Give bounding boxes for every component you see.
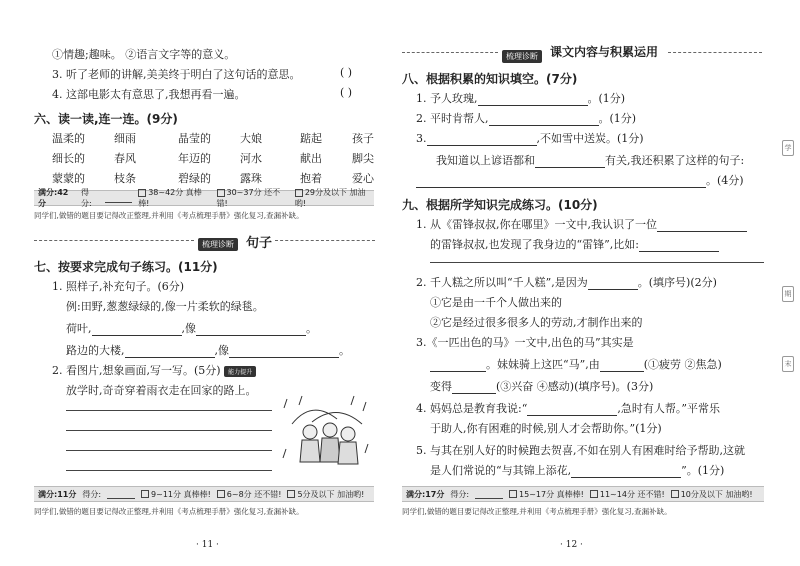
review-note-2: 同学们,做错的题目要记得改正整理,并利用《考点梳理手册》强化复习,查漏补缺。 — [34, 507, 304, 516]
match-word[interactable]: 晶莹的 — [178, 132, 211, 145]
q5-item-3: 3. 听了老师的讲解,美美终于明白了这句话的意思。 — [52, 68, 301, 81]
match-word[interactable]: 细长的 — [52, 152, 85, 165]
score-comment-b: 还不错! — [637, 489, 665, 499]
divider — [668, 52, 762, 53]
side-tab-1[interactable]: 学 — [782, 140, 794, 156]
score-get: 得分: — [450, 489, 470, 499]
score-range-a: 9~11分 — [151, 489, 182, 499]
s7-line-a — [66, 320, 317, 336]
s8-q1 — [416, 90, 625, 106]
s7-q2-prompt: 放学时,奇奇穿着雨衣走在回家的路上。 — [66, 384, 257, 397]
answer-blank[interactable] — [588, 279, 638, 290]
review-note-1: 同学们,做错的题目要记得改正整理,并利用《考点梳理手册》强化复习,查漏补缺。 — [34, 211, 304, 220]
checkbox-icon[interactable] — [138, 189, 146, 197]
prompt-text: 荷叶, — [66, 322, 92, 335]
score-full: 满分:11分 — [38, 489, 77, 499]
checkbox-icon[interactable] — [287, 490, 295, 498]
score-full: 满分:42分 — [38, 188, 69, 208]
answer-blank[interactable] — [600, 361, 644, 372]
score-range-c: 10分及以下 — [680, 489, 723, 499]
s8-q2 — [416, 110, 636, 126]
score-get: 得分: — [82, 489, 102, 499]
answer-blank[interactable] — [478, 95, 588, 106]
s9-q3b — [430, 356, 722, 372]
s9-q2 — [416, 274, 717, 290]
answer-blank[interactable] — [489, 115, 599, 126]
answer-blank[interactable] — [125, 347, 215, 358]
prompt-text: 路边的大楼, — [66, 344, 125, 357]
s9-q3 — [416, 334, 634, 350]
prompt-text: (①疲劳 ②焦急) — [643, 358, 722, 371]
match-word[interactable]: 献出 — [300, 152, 322, 165]
section-tag — [502, 44, 542, 63]
match-word[interactable]: 温柔的 — [52, 132, 85, 145]
prompt-text: (③兴奋 ④感动)(填序号)。(3分) — [496, 380, 654, 393]
period: 。 — [306, 322, 317, 335]
prompt-text: 4. 妈妈总是教育我说:“ — [416, 402, 528, 415]
side-tab-3[interactable]: 末 — [782, 356, 794, 372]
prompt-text: 我知道以上谚语都和 — [436, 154, 535, 167]
match-word[interactable]: 孩子 — [352, 132, 374, 145]
prompt-text: 2. 平时肯帮人, — [416, 112, 489, 125]
prompt-text: 。妹妹骑上这匹“马”,由 — [486, 358, 600, 371]
answer-blank[interactable] — [92, 325, 182, 336]
score-comment-c: 加油哟! — [337, 489, 365, 499]
prompt-text: ,不如雪中送炭。(1分) — [536, 132, 644, 145]
section-heading: 句子 — [246, 236, 273, 251]
score-full: 满分:17分 — [406, 489, 445, 499]
answer-blank[interactable] — [430, 361, 486, 372]
score-get: 得分: — [81, 188, 92, 208]
writing-line[interactable] — [66, 450, 272, 451]
match-word[interactable]: 露珠 — [240, 172, 262, 185]
s8-q3 — [416, 130, 644, 146]
checkbox-icon[interactable] — [141, 490, 149, 498]
writing-line[interactable] — [430, 262, 764, 263]
section8-title: 八、根据积累的知识填空。(7分) — [402, 72, 578, 86]
score-comment-c: 加油哟! — [725, 489, 753, 499]
page-number-right: · 12 · — [560, 540, 583, 550]
match-word[interactable]: 细雨 — [114, 132, 136, 145]
answer-blank[interactable] — [427, 135, 537, 146]
score-range-a: 38~42分 — [148, 188, 184, 197]
prompt-text: ”。(1分) — [681, 464, 725, 477]
divider — [402, 52, 498, 53]
score-blank[interactable] — [107, 490, 135, 499]
divider — [34, 240, 194, 241]
match-word[interactable]: 枝条 — [114, 172, 136, 185]
prompt-text: 1. 从《雷锋叔叔,你在哪里》一文中,我认识了一位 — [416, 218, 657, 231]
score-comment-a: 真棒棒! — [556, 489, 584, 499]
match-word[interactable]: 碧绿的 — [178, 172, 211, 185]
prompt-text: 。(1分) — [598, 112, 637, 125]
score-range-c: 29分及以下 — [304, 188, 347, 197]
checkbox-icon[interactable] — [217, 189, 225, 197]
q5-options: ①情趣;趣味。 ②语言文字等的意义。 — [52, 48, 236, 61]
prompt-text: 3. — [416, 132, 427, 145]
match-word[interactable]: 爱心 — [352, 172, 374, 185]
prompt-text: ,急时有人帮。”平常乐 — [617, 402, 720, 415]
answer-blank[interactable] — [527, 405, 617, 416]
match-word[interactable]: 踮起 — [300, 132, 322, 145]
s9-q3c — [430, 378, 653, 394]
match-word[interactable]: 抱着 — [300, 172, 322, 185]
match-word[interactable]: 大娘 — [240, 132, 262, 145]
score-blank[interactable] — [475, 490, 503, 499]
score-comment-b: 还不错! — [254, 489, 282, 499]
prompt-text: 。(4分) — [706, 174, 744, 187]
answer-paren-3[interactable]: ( ) — [340, 66, 353, 79]
answer-blank[interactable] — [452, 383, 496, 394]
prompt-text: 有关,我还积累了这样的句子: — [605, 154, 745, 167]
answer-blank[interactable] — [571, 467, 681, 478]
checkbox-icon[interactable] — [509, 490, 517, 498]
score-comment-c: 加油哟! — [294, 188, 366, 208]
tag-label: 梳理诊断 — [198, 238, 238, 251]
s9-q2-option1: ①它是由一千个人做出来的 — [430, 296, 562, 309]
writing-line[interactable] — [66, 470, 272, 471]
prompt-text: 3.《一匹出色的马》一文中,出色的马”其实是 — [416, 336, 634, 349]
s9-q4b: 于助人,你有困难的时候,别人才会帮助你。”(1分) — [430, 422, 662, 435]
answer-blank[interactable] — [416, 177, 706, 188]
match-word[interactable]: 河水 — [240, 152, 262, 165]
tag-label: 梳理诊断 — [502, 50, 542, 63]
checkbox-icon[interactable] — [671, 490, 679, 498]
match-word[interactable]: 脚尖 — [352, 152, 374, 165]
score-blank[interactable] — [105, 194, 132, 203]
s9-q1b — [430, 236, 719, 252]
checkbox-icon[interactable] — [217, 490, 225, 498]
answer-blank[interactable] — [196, 325, 306, 336]
prompt-text: 的雷锋叔叔,也发现了我身边的“雷锋”,比如: — [430, 238, 639, 251]
score-range-b: 11~14分 — [599, 489, 635, 499]
divider — [275, 240, 375, 241]
answer-paren-4[interactable]: ( ) — [340, 86, 353, 99]
prompt-text: 1. 予人玫瑰, — [416, 92, 478, 105]
prompt-text: 是人们常说的“与其锦上添花, — [430, 464, 572, 477]
score-range-c: 5分及以下 — [297, 489, 335, 499]
score-bar-2 — [34, 486, 374, 502]
score-range-a: 15~17分 — [519, 489, 555, 499]
s8-q4 — [436, 152, 744, 168]
score-bar-3 — [402, 486, 764, 502]
prompt-text: 。(1分) — [587, 92, 626, 105]
s9-q1a — [416, 216, 747, 232]
section-heading: 课文内容与积累运用 — [550, 45, 659, 59]
answer-blank[interactable] — [639, 241, 719, 252]
answer-blank[interactable] — [657, 221, 747, 232]
writing-line[interactable] — [66, 430, 272, 431]
s8-q4-line — [416, 172, 744, 188]
checkbox-icon[interactable] — [590, 490, 598, 498]
children-rain-illustration — [282, 394, 372, 472]
q2-text: 2. 看图片,想象画面,写一写。(5分) — [52, 364, 221, 377]
s7-example: 例:田野,葱葱绿绿的,像一片柔软的绿毯。 — [66, 300, 264, 313]
match-word[interactable]: 春风 — [114, 152, 136, 165]
section-tag — [198, 232, 238, 251]
q5-item-4: 4. 这部电影太有意思了,我想再看一遍。 — [52, 88, 246, 101]
s9-q2-option2: ②它是经过很多很多人的劳动,才制作出来的 — [430, 316, 643, 329]
side-tab-2[interactable]: 期 — [782, 286, 794, 302]
s9-q4 — [416, 400, 720, 416]
score-bar-1 — [34, 190, 374, 206]
checkbox-icon[interactable] — [295, 189, 303, 197]
score-range-b: 30~37分 — [226, 188, 262, 197]
answer-blank[interactable] — [229, 347, 339, 358]
ability-tag: 能力提升 — [224, 366, 256, 377]
s7-line-b — [66, 342, 350, 358]
score-comment-a: 真棒棒! — [138, 188, 202, 208]
prompt-text: 。(填序号)(2分) — [637, 276, 717, 289]
section6-title: 六、读一读,连一连。(9分) — [34, 112, 178, 126]
prompt-text: 2. 千人糕之所以叫“千人糕”,是因为 — [416, 276, 588, 289]
prompt-text: ,像 — [181, 322, 196, 335]
score-comment-a: 真棒棒! — [183, 489, 211, 499]
s9-q5: 5. 与其在别人好的时候跑去贺喜,不如在别人有困难时给予帮助,这就 — [416, 444, 745, 457]
s9-q5b — [430, 462, 724, 478]
score-comment-b: 还不错! — [216, 188, 281, 208]
prompt-text: ,像 — [214, 344, 229, 357]
section7-title: 七、按要求完成句子练习。(11分) — [34, 260, 218, 274]
section9-title: 九、根据所学知识完成练习。(10分) — [402, 198, 598, 212]
answer-blank[interactable] — [535, 157, 605, 168]
match-word[interactable]: 蒙蒙的 — [52, 172, 85, 185]
s7-q2 — [52, 362, 256, 378]
period: 。 — [339, 344, 350, 357]
review-note-3: 同学们,做错的题目要记得改正整理,并利用《考点梳理手册》强化复习,查漏补缺。 — [402, 507, 672, 516]
prompt-text: 变得 — [430, 380, 452, 393]
match-word[interactable]: 年迈的 — [178, 152, 211, 165]
page-number-left: · 11 · — [196, 540, 219, 550]
writing-line[interactable] — [66, 410, 272, 411]
s7-q1: 1. 照样子,补充句子。(6分) — [52, 280, 185, 293]
score-range-b: 6~8分 — [226, 489, 252, 499]
